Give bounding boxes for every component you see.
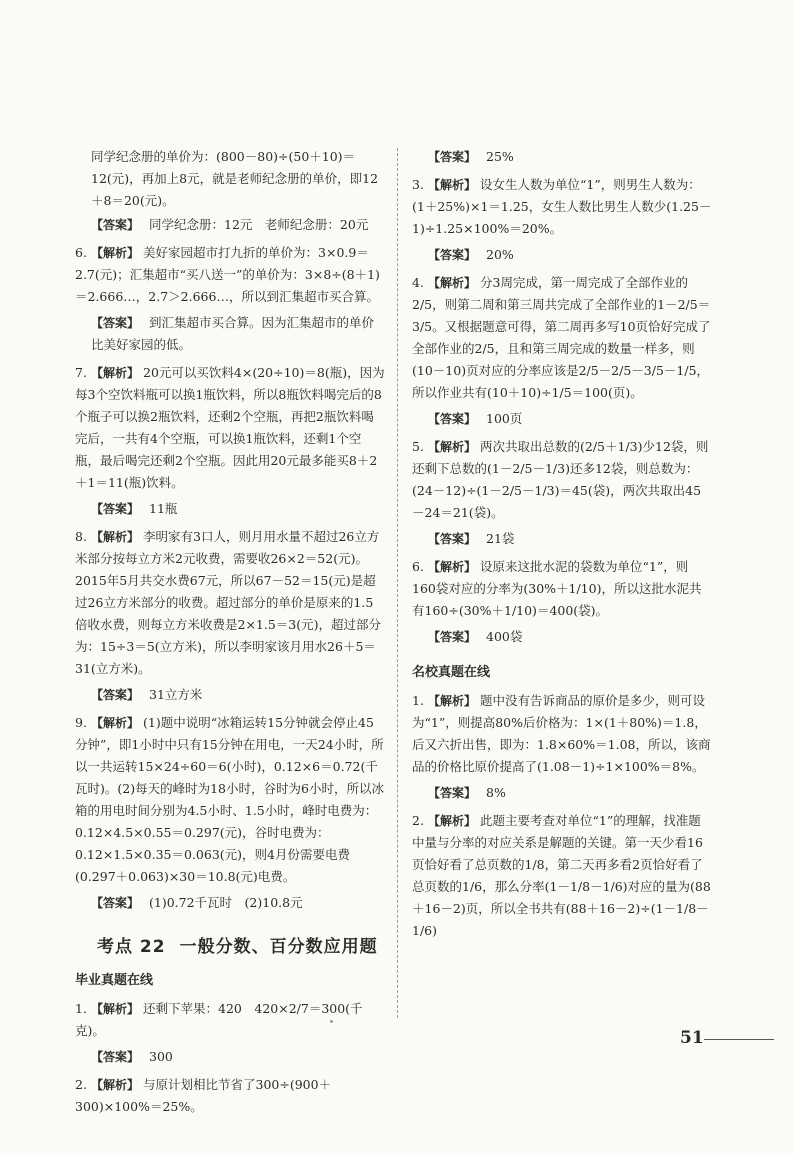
analysis-label: 【解析】 (428, 814, 477, 828)
solution-item (412, 810, 712, 942)
analysis-text: 美好家园超市打九折的单价为：3×0.9＝2.7(元)；汇集超市“买八送一”的单价为：3×8÷(8＋1)＝2.666…，2.7＞2.666…，所以到汇集超市买合算。 (75, 245, 380, 304)
item-number: 1. (75, 1001, 87, 1016)
analysis-label: 【解析】 (428, 178, 477, 192)
item-number: 1. (412, 693, 424, 708)
answer-label: 【答案】 (428, 248, 477, 262)
answer-block (91, 312, 385, 356)
answer-block (91, 498, 385, 520)
answer-label: 【答案】 (428, 150, 477, 164)
answer-block (91, 1046, 385, 1068)
answer-label: 【答案】 (91, 502, 140, 516)
analysis-text: 两次共取出总数的(2/5＋1/3)少12袋，则还剩下总数的(1－2/5－1/3)还多12袋，则总数为：(24－12)÷(1－2/5－1/3)＝45(袋)，两次共取出45－24＝21(袋)。 (412, 439, 709, 520)
item-number: 8. (75, 529, 87, 544)
right-column (412, 146, 712, 946)
analysis-label: 【解析】 (428, 276, 477, 290)
answer-label: 【答案】 (91, 316, 140, 330)
answer-block (428, 146, 712, 168)
subsection-heading: 名校真题在线 (412, 665, 491, 680)
answer-value: 300 (149, 1049, 173, 1064)
page-number: 51 (680, 1028, 704, 1048)
analysis-label: 【解析】 (91, 716, 140, 730)
solution-item (412, 690, 712, 778)
solution-item (75, 526, 385, 680)
section-name: 一般分数、百分数应用题 (179, 937, 378, 957)
answer-block (91, 892, 385, 914)
subsection-heading: 毕业真题在线 (75, 973, 154, 988)
answer-value: 100页 (486, 411, 523, 426)
item-number: 2. (412, 813, 424, 828)
answer-value: (1)0.72千瓦时 (2)10.8元 (149, 895, 303, 910)
analysis-text: 题中没有告诉商品的原价是多少，则可设为“1”，则提高80%后价格为：1×(1＋80%)＝1.8，后又六折出售，即为：1.8×60%＝1.08，所以，该商品的价格比原价提高了(1.08－1)÷1×100%＝8%。 (412, 693, 711, 774)
section-heading (97, 936, 385, 958)
analysis-text: (1)题中说明“冰箱运转15分钟就会停止45分钟”，即1小时中只有15分钟在用电，一天24小时，所以一共运转15×24÷60＝6(小时)，0.12×6＝0.72(千瓦时)。(2)每天的峰时为18小时，谷时为6小时，所以冰箱的用电时间分别为4.5小时、1.5小时，峰时电费为：0.12×4.5×0.55＝0.297(元)，谷时电费为：0.12×1.5×0.35＝0.063(元)，则4月份需要电费(0.297＋0.063)×30＝10.8(元)电费。 (75, 715, 384, 884)
answer-block (428, 408, 712, 430)
solution-item (412, 272, 712, 404)
analysis-text: 设女生人数为单位“1”，则男生人数为：(1＋25%)×1＝1.25，女生人数比男生人数少(1.25－1)÷1.25×100%＝20%。 (412, 177, 712, 236)
solution-item (412, 556, 712, 622)
solution-item (412, 174, 712, 240)
answer-value: 25% (486, 149, 514, 164)
analysis-text: 还剩下苹果：420 420×2/7＝300(千克)。 (75, 1001, 363, 1038)
item-number: 3. (412, 177, 424, 192)
answer-block (428, 244, 712, 266)
answer-value: 400袋 (486, 629, 523, 644)
answer-block (428, 626, 712, 648)
answer-value: 11瓶 (149, 501, 178, 516)
analysis-label: 【解析】 (91, 366, 140, 380)
answer-label: 【答案】 (428, 786, 477, 800)
answer-block (428, 528, 712, 550)
solution-item (75, 242, 385, 308)
solution-item (75, 1074, 385, 1118)
analysis-label: 【解析】 (91, 530, 140, 544)
solution-item (75, 998, 385, 1042)
answer-label: 【答案】 (428, 412, 477, 426)
solution-item (75, 362, 385, 494)
answer-value: 20% (486, 247, 514, 262)
item-number: 7. (75, 365, 87, 380)
item-number: 6. (75, 245, 87, 260)
analysis-text: 与原计划相比节省了300÷(900＋300)×100%＝25%。 (75, 1077, 332, 1114)
item-number: 6. (412, 559, 424, 574)
answer-block (91, 214, 385, 236)
answer-label: 【答案】 (91, 218, 140, 232)
answer-label: 【答案】 (91, 896, 140, 910)
answer-value: 同学纪念册：12元 老师纪念册：20元 (149, 217, 369, 232)
item-number: 9. (75, 715, 87, 730)
analysis-text: 20元可以买饮料4×(20÷10)＝8(瓶)，因为每3个空饮料瓶可以换1瓶饮料，所以8瓶饮料喝完后的8个瓶子可以换2瓶饮料，还剩2个空瓶，再把2瓶饮料喝完后，一共有4个空瓶，可以换1瓶饮料，还剩1个空瓶，最后喝完还剩2个空瓶。因此用20元最多能买8＋2＋1＝11(瓶)饮料。 (75, 365, 385, 490)
analysis-label: 【解析】 (91, 1002, 140, 1016)
analysis-label: 【解析】 (428, 694, 477, 708)
answer-value: 8% (486, 785, 506, 800)
analysis-label: 【解析】 (428, 440, 477, 454)
item-number: 4. (412, 275, 424, 290)
analysis-label: 【解析】 (91, 1078, 140, 1092)
solution-item (75, 712, 385, 888)
analysis-text: 此题主要考查对单位“1”的理解，找准题中量与分率的对应关系是解题的关键。第一天少看16页恰好看了总页数的1/8，第二天再多看2页恰好看了总页数的1/6，那么分率(1－1/8－1/6)对应的量为(88＋16－2)页，所以全书共有(88＋16－2)÷(1－1/8－1/6) (412, 813, 711, 938)
answer-block (91, 684, 385, 706)
answer-value: 21袋 (486, 531, 515, 546)
analysis-text: 设原来这批水泥的袋数为单位“1”，则160袋对应的分率为(30%＋1/10)，所以这批水泥共有160÷(30%＋1/10)＝400(袋)。 (412, 559, 702, 618)
analysis-label: 【解析】 (428, 560, 477, 574)
answer-value: 31立方米 (149, 687, 203, 702)
item-number: 2. (75, 1077, 87, 1092)
analysis-text: 分3周完成，第一周完成了全部作业的2/5，则第二周和第三周共完成了全部作业的1－2/5＝3/5。又根据题意可得，第二周再多写10页恰好完成了全部作业的2/5，且和第三周完成的数量一样多，则(10－10)页对应的分率应该是2/5－2/5－3/5－1/5，所以作业共有(10＋10)÷1/5＝100(页)。 (412, 275, 711, 400)
solution-item (412, 436, 712, 524)
answer-block (428, 782, 712, 804)
page-number-rule (704, 1039, 774, 1040)
continued-text: 同学纪念册的单价为：(800－80)÷(50＋10)＝12(元)，再加上8元，就是老师纪念册的单价，即12＋8＝20(元)。 (91, 149, 379, 208)
answer-value: 到汇集超市买合算。因为汇集超市的单价比美好家园的低。 (91, 315, 375, 352)
section-label: 考点 22 (97, 937, 166, 957)
analysis-label: 【解析】 (91, 246, 140, 260)
left-column (75, 146, 385, 1122)
item-number: 5. (412, 439, 424, 454)
answer-label: 【答案】 (91, 688, 140, 702)
analysis-text: 李明家有3口人，则月用水量不超过26立方米部分按每立方米2元收费，需要收26×2＝52(元)。2015年5月共交水费67元，所以67－52＝15(元)是超过26立方米部分的收费。超过部分的单价是原来的1.5倍收水费，则每立方米收费是2×1.5＝3(元)，超过部分为：15÷3＝5(立方米)，所以李明家该月用水26＋5＝31(立方米)。 (75, 529, 382, 676)
print-speck (330, 1020, 333, 1023)
answer-label: 【答案】 (91, 1050, 140, 1064)
column-divider (397, 148, 398, 1018)
answer-label: 【答案】 (428, 532, 477, 546)
answer-label: 【答案】 (428, 630, 477, 644)
